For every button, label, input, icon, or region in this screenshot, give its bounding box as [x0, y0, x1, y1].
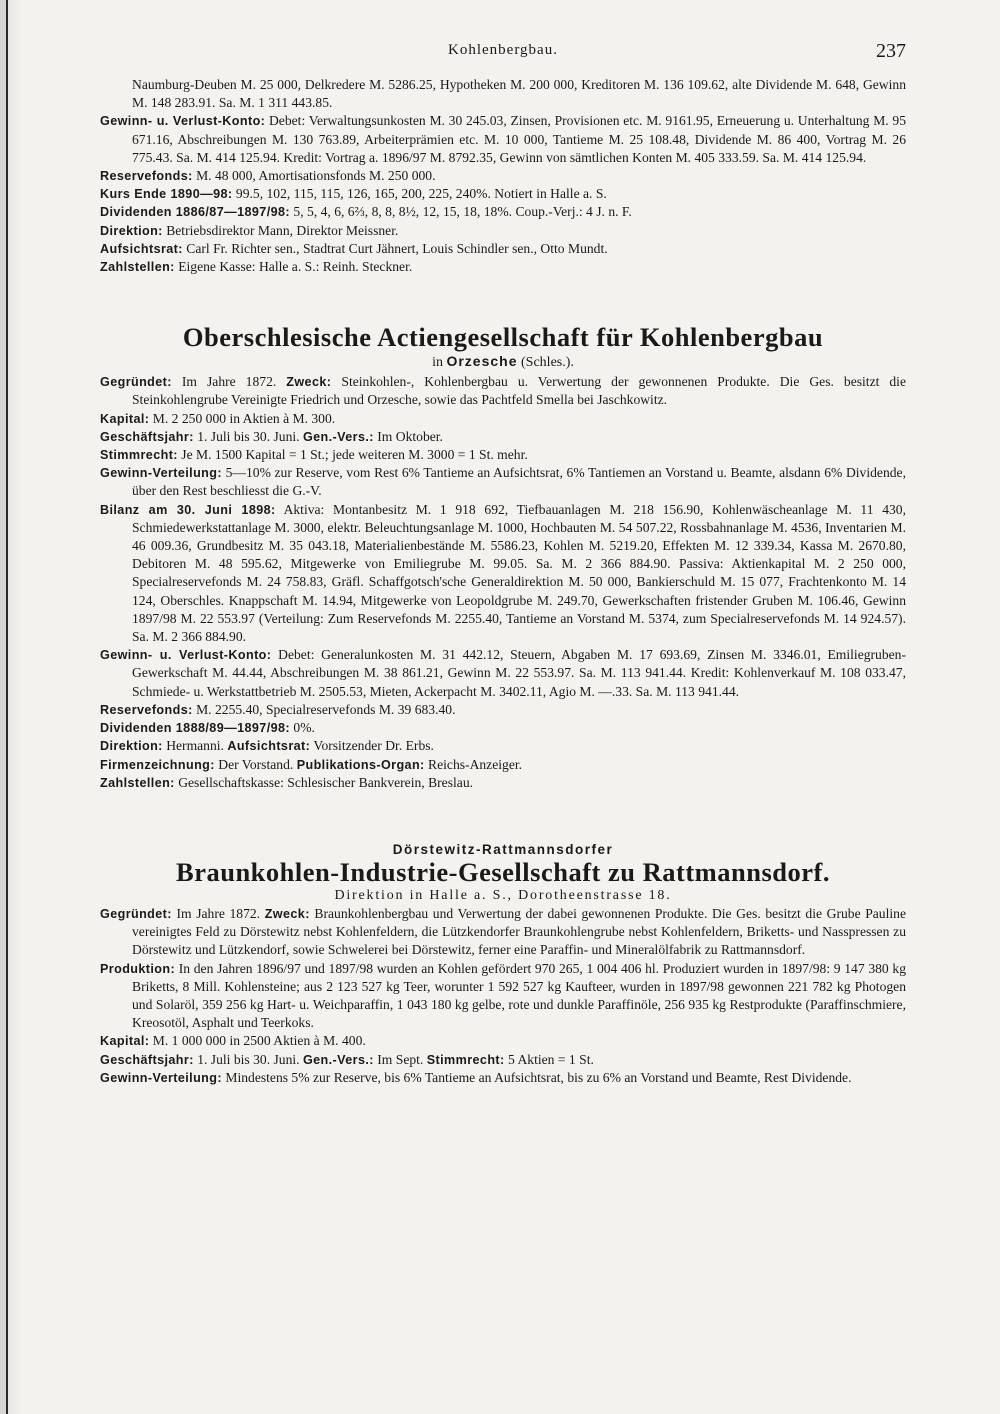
entry-text: 1. Juli bis 30. Juni. — [197, 1051, 303, 1067]
entry-text: Debet: Verwaltungsunkosten M. 30 245.03, Zinsen, Provisionen etc. M. 9161.95, Erneuerung u. Unterhaltung M. 95 671.16, Abschreibungen M. 130 763.89, Arbeiterprämien etc. M. 10 000, Tantieme M. 25 108.48, Dividende M. 86 400, Vortrag M. 26 775.43. Sa. M. 414 125.94. Kredit: Vortrag a. 1896/97 M. 8792.35, Gewinn von sämtlichen Konten M. 405 333.59. Sa. M. 414 125.94. — [132, 113, 906, 165]
page-number: 237 — [876, 40, 906, 62]
entry-text: Hermanni. — [166, 738, 228, 754]
entry-text: M. 2 250 000 in Aktien à M. 300. — [152, 410, 336, 426]
entry-text: Im Oktober. — [377, 428, 443, 444]
entry-label: Dividenden 1888/89—1897/98: — [100, 721, 291, 736]
entry-label: Geschäftsjahr: — [100, 1052, 194, 1067]
entry-text: M. 48 000, Amortisationsfonds M. 250 000. — [196, 168, 436, 184]
section-rattmannsdorf — [100, 842, 906, 1087]
continuation-paragraph: Naumburg-Deuben M. 25 000, Delkredere M. 5286.25, Hypotheken M. 200 000, Kreditoren M. 136 109.62, alte Dividende M. 648, Gewinn M. 148 283.91. Sa. M. 1 311 443.85. — [132, 77, 906, 111]
entry-label: Publikations-Organ: — [296, 757, 425, 772]
entry-label: Gewinn- u. Verlust-Konto: — [100, 648, 272, 663]
entry-text: 5, 5, 4, 6, 6⅔, 8, 8, 8½, 12, 15, 18, 18%. Coup.-Verj.: 4 J. n. F. — [293, 204, 632, 220]
entry-paragraph — [100, 719, 906, 737]
entry-label: Zahlstellen: — [100, 260, 175, 275]
entry-label: Produktion: — [100, 961, 176, 976]
entry-label: Zahlstellen: — [100, 775, 175, 790]
entry-text: Eigene Kasse: Halle a. S.: Reinh. Steckner. — [178, 259, 413, 275]
entry-paragraph — [100, 167, 906, 185]
entry-paragraph — [100, 960, 906, 1033]
entry-label: Stimmrecht: — [100, 448, 178, 463]
entry-paragraph — [100, 410, 906, 428]
entry-text: Braunkohlenbergbau und Verwertung der dabei gewonnenen Produkte. Die Ges. besitzt die Grube Pauline vereinigtes Feld zu Dörstewitz nebst Kohlenfeldern, die Lützkendorfer Braunkohlengrube nebst Kohlenfeldern, Briketts- und Nasspressen zu Dörstewitz und Lützkendorf, sowie Schwelerei bei Dörstewitz, ferner eine Paraffin- und Mineralölfabrik zu Rattmannsdorf. — [132, 905, 906, 958]
section-naumburg-continuation — [100, 76, 906, 276]
entry-label: Kapital: — [100, 411, 150, 426]
entry-paragraph — [100, 501, 906, 647]
entry-paragraph — [100, 373, 906, 409]
entry-label: Aufsichtsrat: — [100, 241, 183, 256]
entry-label: Gewinn-Verteilung: — [100, 466, 222, 481]
entry-text: Carl Fr. Richter sen., Stadtrat Curt Jähnert, Louis Schindler sen., Otto Mundt. — [186, 240, 608, 256]
entry-text: Aktiva: Montanbesitz M. 1 918 692, Tiefbauanlagen M. 218 156.90, Kohlenwäscheanlage M. 11 430, Schmiedewerkstattanlage M. 3000, elektr. Beleuchtungsanlage M. 1000, Hochbauten M. 54 507.22, Rossbahnanlage M. 4536, Inventarien M. 46 009.36, Grundbesitz M. 35 043.18, Materialienbestände M. 5586.23, Kohlen M. 5219.20, Effekten M. 12 339.34, Kassa M. 2670.80, Debitoren M. 48 595.62, Mitgewerke von Emiliegrube M. 99.05. Sa. M. 2 366 884.90. Passiva: Aktienkapital M. 2 250 000, Specialreservefonds M. 24 758.83, Gräfl. Schaffgotsch'sche Generaldirektion M. 50 000, Bankierschuld M. 15 077, Frachtenkonto M. 14 124, Oberschles. Knappschaft M. 14.94, Mitgewerke von Leopoldgrube M. 249.70, Gewerkschaften fristender Gruben M. 106.46, Gewinn 1897/98 M. 22 553.97 (Verteilung: Zum Reservefonds M. 2255.40, Tantieme an Vorstand M. 5374, zum Specialreservefonds M. 14 924.57). Sa. M. 2 366 884.90. — [132, 501, 906, 645]
entry-label: Direktion: — [100, 223, 163, 238]
company-title: Braunkohlen-Industrie-Gesellschaft zu Rattmannsdorf. — [176, 856, 830, 887]
entry-label: Zweck: — [264, 906, 310, 921]
entry-text: 0%. — [293, 720, 315, 736]
entry-paragraph — [100, 1032, 906, 1050]
entry-text: 5 Aktien = 1 St. — [508, 1051, 594, 1067]
entry-label: Gegründet: — [100, 906, 172, 921]
entry-label: Gen.-Vers.: — [302, 429, 374, 444]
entry-paragraph — [100, 905, 906, 960]
entry-label: Firmenzeichnung: — [100, 757, 215, 772]
entry-text: Im Jahre 1872. — [181, 374, 287, 390]
entry-text: Steinkohlen-, Kohlenbergbau u. Verwertung der gewonnenen Produkte. Die Ges. besitzt die Steinkohlengrube Vereinigte Friedrich und Orzesche, sowie das Pachtfeld Smella bei Jaschkowitz. — [132, 374, 906, 408]
entry-text: Je M. 1500 Kapital = 1 St.; jede weiteren M. 3000 = 1 St. mehr. — [181, 447, 528, 463]
entry-label: Stimmrecht: — [426, 1052, 505, 1067]
entry-paragraph — [100, 737, 906, 755]
entry-text: Der Vorstand. — [218, 756, 297, 772]
entry-text: Im Jahre 1872. — [176, 905, 265, 921]
entry-text: In den Jahren 1896/97 und 1897/98 wurden an Kohlen gefördert 970 265, 1 004 406 hl. Produziert wurden in 1897/98: 9 147 380 kg Briketts, 8 Mill. Kohlensteine; aus 2 123 527 kg Teer, worunter 1 592 527 kg Kaufteer, wurden in 1897/98 gewonnen 221 782 kg Photogen und Solaröl, 359 256 kg Hart- u. Weichparaffin, 1 043 180 kg gelbe, rote und dunkle Paraffinöle, 256 935 kg Restprodukte (Paraffinschmiere, Kreosotöl, Asphalt und Teerkoks. — [132, 960, 906, 1031]
document-page — [100, 42, 906, 1087]
entry-text: M. 2255.40, Specialreservefonds M. 39 683.40. — [196, 701, 456, 717]
entry-text: Debet: Generalunkosten M. 31 442.12, Steuern, Abgaben M. 17 693.69, Zinsen M. 3346.01, Emiliegruben-Gewerkschaft M. 44.44, Abschreibungen M. 38 861.21, Gewinn M. 22 553.97. Sa. M. 113 941.44. Kredit: Kohlenverkauf M. 108 033.47, Schmiede- u. Werkstattbetrieb M. 2505.53, Mieten, Ackerpacht M. 3402.11, Agio M. —.33. Sa. M. 113 941.44. — [132, 647, 906, 699]
entry-paragraph — [100, 1051, 906, 1069]
company-small-title: Dörstewitz-Rattmannsdorfer — [392, 841, 614, 857]
section3-entries — [100, 905, 906, 1087]
entry-text: Vorsitzender Dr. Erbs. — [313, 738, 434, 754]
entry-paragraph — [100, 112, 906, 167]
entry-label: Geschäftsjahr: — [100, 429, 194, 444]
subtitle-prefix: in — [432, 355, 443, 371]
entry-label: Direktion: — [100, 739, 163, 754]
entry-label: Kapital: — [100, 1034, 150, 1049]
section1-entries — [100, 112, 906, 276]
entry-paragraph — [100, 701, 906, 719]
entry-text: 1. Juli bis 30. Juni. — [197, 428, 303, 444]
entry-label: Dividenden 1886/87—1897/98: — [100, 205, 291, 220]
entry-label: Gen.-Vers.: — [302, 1052, 374, 1067]
company-subtitle — [100, 353, 906, 371]
running-title: Kohlenbergbau. — [448, 42, 558, 58]
entry-label: Gegründet: — [100, 375, 172, 390]
entry-label: Reservefonds: — [100, 702, 193, 717]
subtitle-place: Orzesche — [446, 353, 518, 370]
entry-paragraph — [100, 222, 906, 240]
entry-paragraph — [100, 185, 906, 203]
entry-paragraph — [100, 1069, 906, 1087]
company-title: Oberschlesische Actiengesellschaft für Kohlenbergbau — [182, 322, 824, 353]
entry-label: Aufsichtsrat: — [227, 739, 311, 754]
entry-label: Reservefonds: — [100, 169, 193, 184]
entry-label: Gewinn- u. Verlust-Konto: — [100, 114, 266, 129]
entry-text: Betriebsdirektor Mann, Direktor Meissner. — [166, 222, 399, 238]
entry-paragraph — [100, 774, 906, 792]
entry-paragraph — [100, 258, 906, 276]
section2-entries — [100, 373, 906, 792]
entry-label: Kurs Ende 1890—98: — [100, 187, 233, 202]
entry-text: 99.5, 102, 115, 115, 126, 165, 200, 225, 240%. Notiert in Halle a. S. — [235, 186, 607, 202]
entry-label: Bilanz am 30. Juni 1898: — [100, 502, 276, 517]
subtitle-suffix: (Schles.). — [521, 355, 574, 371]
entry-paragraph — [100, 646, 906, 701]
entry-text: Im Sept. — [377, 1051, 427, 1067]
entry-text: Gesellschaftskasse: Schlesischer Bankverein, Breslau. — [178, 774, 474, 790]
section-oberschlesische — [100, 322, 906, 792]
entry-paragraph — [100, 756, 906, 774]
entry-paragraph — [100, 446, 906, 464]
entry-text: M. 1 000 000 in 2500 Aktien à M. 400. — [152, 1033, 366, 1049]
entry-paragraph — [100, 464, 906, 500]
entry-paragraph — [100, 203, 906, 221]
entry-paragraph — [100, 428, 906, 446]
direktion-address: Direktion in Halle a. S., Dorotheenstrasse 18. — [334, 887, 672, 903]
entry-text: Mindestens 5% zur Reserve, bis 6% Tantieme an Aufsichtsrat, bis zu 6% an Vorstand und Beamte, Rest Dividende. — [225, 1069, 852, 1085]
entry-paragraph — [100, 240, 906, 258]
entry-label: Gewinn-Verteilung: — [100, 1070, 222, 1085]
entry-text: 5—10% zur Reserve, vom Rest 6% Tantieme an Aufsichtsrat, 6% Tantiemen an Vorstand u. Beamte, alsdann 6% Dividende, über den Rest beschliesst die G.-V. — [132, 465, 906, 499]
running-head — [100, 42, 906, 76]
entry-text: Reichs-Anzeiger. — [428, 756, 523, 772]
book-spine-edge — [0, 0, 22, 1414]
entry-label: Zweck: — [286, 375, 332, 390]
